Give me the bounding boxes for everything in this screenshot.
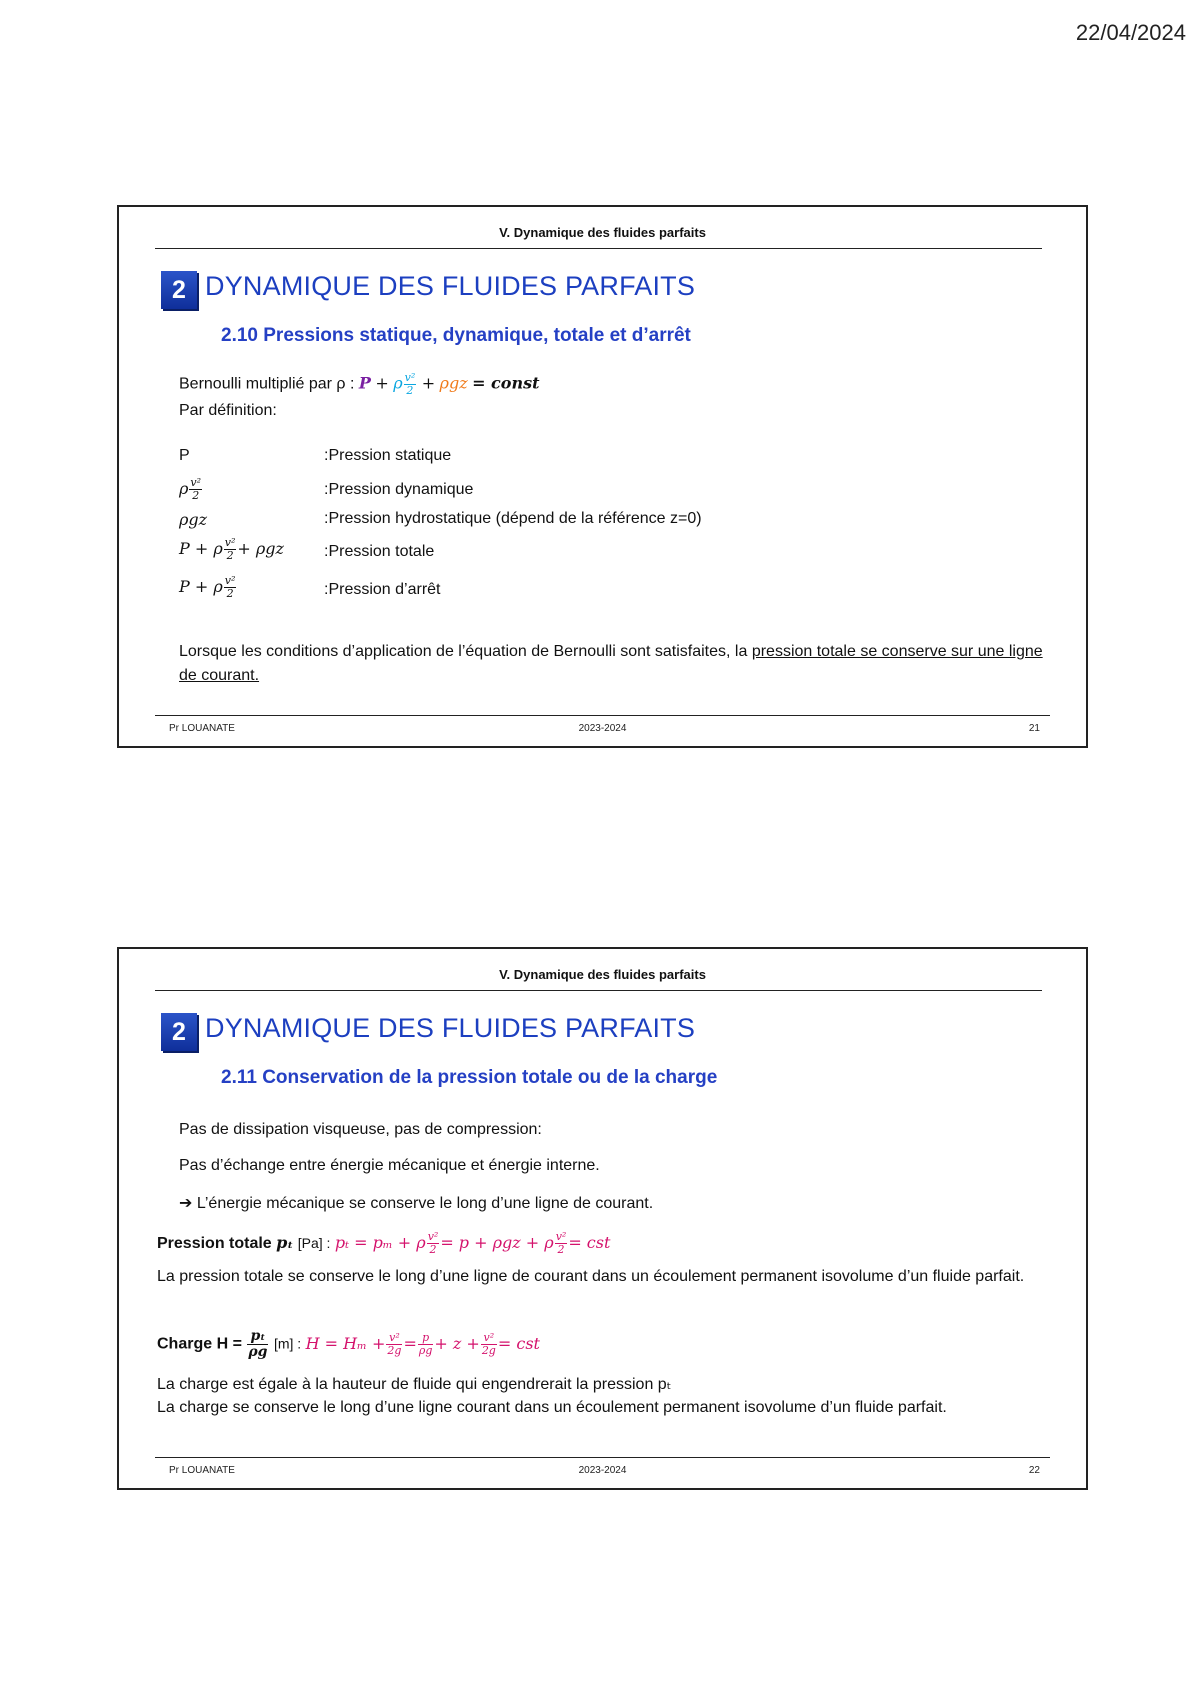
footer-author: Pr LOUANATE — [169, 723, 235, 734]
section-title: DYNAMIQUE DES FLUIDES PARFAITS — [205, 271, 696, 301]
arrow-right-icon: ➔ — [179, 1195, 193, 1212]
charge-description: La charge est égale à la hauteur de fluide qui engendrerait la pression pₜ — [157, 1376, 672, 1393]
definition-symbol: P — [179, 447, 190, 464]
page-date: 22/04/2024 — [1075, 20, 1186, 45]
definition-desc: :Pression dynamique — [324, 481, 474, 498]
definition-symbol: ρgz — [179, 510, 208, 529]
footer-rule — [155, 715, 1050, 716]
charge-label: Charge H = — [157, 1335, 242, 1353]
definition-symbol: P + ρ $\frac{\text{v²}}{2}$ — [179, 574, 236, 600]
eq-P: P — [358, 373, 371, 393]
header-rule — [155, 248, 1042, 249]
text-line: Pas d’échange entre énergie mécanique et énergie interne. — [179, 1157, 600, 1174]
par-definition: Par définition: — [179, 402, 277, 419]
conclusion-paragraph: Lorsque les conditions d’application de l’équation de Bernoulli sont satisfaites, la pression totale se conserve sur une ligne de courant. — [179, 643, 1043, 684]
section-title: DYNAMIQUE DES FLUIDES PARFAITS — [205, 1013, 696, 1043]
definition-desc: :Pression hydrostatique (dépend de la référence z=0) — [324, 510, 702, 527]
footer-rule — [155, 1457, 1050, 1458]
footer-author: Pr LOUANATE — [169, 1465, 235, 1476]
eq-plus: + — [421, 373, 436, 393]
footer-year: 2023-2024 — [578, 1465, 627, 1476]
charge-equation: H = Hₘ + $\frac{\text{v²}}{2g}$ = $\frac{p}{\rho g}$ + z + $\frac{\text{v²}}{2g}$ = cst — [305, 1330, 540, 1357]
definition-desc: :Pression d’arrêt — [324, 581, 441, 598]
section-number-badge: 2 — [161, 271, 197, 309]
definition-desc: :Pression totale — [324, 543, 435, 560]
pt-symbol: pₜ — [276, 1233, 294, 1252]
subsection-title: 2.10 Pressions statique, dynamique, totale et d’arrêt — [221, 325, 691, 346]
header-rule — [155, 990, 1042, 991]
eq-const: = const — [472, 373, 540, 393]
section-number-badge: 2 — [161, 1013, 197, 1051]
pt-unit: [Pa] : — [297, 1235, 331, 1251]
footer-year: 2023-2024 — [578, 723, 627, 734]
bernoulli-prefix: Bernoulli multiplié par ρ : — [179, 375, 355, 393]
eq-plus: + — [375, 373, 389, 393]
charge-line — [157, 1329, 540, 1369]
eq-fraction: $\frac{\text{v²}}{2}$ — [404, 371, 416, 397]
pt-label: Pression totale — [157, 1235, 272, 1252]
definition-symbol: ρ $\frac{\text{v²}}{2}$ — [179, 476, 202, 502]
total-pressure-line — [157, 1231, 610, 1263]
charge-unit: [m] : — [273, 1335, 302, 1352]
footer-page-number: 21 — [1028, 723, 1040, 734]
slide-header: V. Dynamique des fluides parfaits — [499, 967, 706, 982]
pt-equation: pₜ = pₘ + ρ $\frac{\text{v²}}{2}$ = p + ρgz + ρ $\frac{\text{v²}}{2}$ = cst — [334, 1230, 611, 1256]
slide-header: V. Dynamique des fluides parfaits — [499, 225, 706, 240]
slide-22 — [117, 947, 1088, 1490]
charge-fraction: $\frac{\text{pₜ}}{\rho g}$ — [248, 1328, 268, 1360]
definition-row — [119, 533, 1086, 565]
slide-21 — [117, 205, 1088, 748]
definition-row — [119, 571, 1086, 603]
eq-rho: ρ — [393, 373, 403, 393]
definition-row — [119, 473, 1086, 503]
conclusion-underlined: pression totale se conserve sur une ligne de courant. — [179, 643, 1043, 684]
bernoulli-line — [179, 372, 540, 397]
charge-description: La charge se conserve le long d’une ligne courant dans un écoulement permanent isovolume d’un fluide parfait. — [157, 1399, 947, 1416]
subsection-title: 2.11 Conservation de la pression totale ou de la charge — [221, 1067, 718, 1088]
footer-page-number: 22 — [1028, 1465, 1040, 1476]
definition-desc: :Pression statique — [324, 447, 452, 464]
pt-description: La pression totale se conserve le long d’une ligne de courant dans un écoulement permanent isovolume d’un fluide parfait. — [157, 1268, 1025, 1285]
text-line: ➔ L’énergie mécanique se conserve le long d’une ligne de courant. — [179, 1195, 654, 1212]
definition-symbol: P + ρ $\frac{\text{v²}}{2}$ + ρgz — [179, 536, 284, 562]
eq-rhogz: ρgz — [439, 373, 468, 393]
text-line: Pas de dissipation visqueuse, pas de compression: — [179, 1121, 542, 1138]
